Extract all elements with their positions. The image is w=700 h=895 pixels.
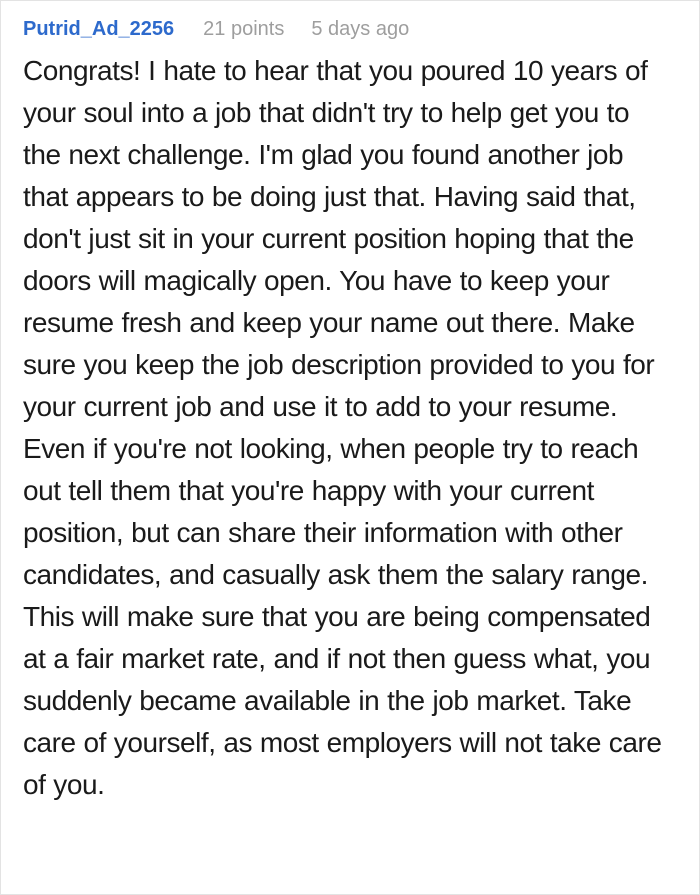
comment-author-link[interactable]: Putrid_Ad_2256: [23, 18, 175, 40]
comment-body-text: Congrats! I hate to hear that you poured 10 years of your soul into a job that didn't try to help get you to the next challenge. I'm glad you found another job that appears to be doing just that. Having said that, don't just sit in your current position hoping that the doors will magically open. You have to keep your resume fresh and keep your name out there. Make sure you keep the job description provided to you for your current job and use it to add to your resume. Even if you're not looking, when people try to reach out tell them that you're happy with your current position, but can share their information with other candidates, and casually ask them the salary range. This will make sure that you are being compensated at a fair market rate, and if not then guess what, you suddenly became available in the job market. Take care of yourself, as most employers will not take care of you.: [23, 55, 662, 800]
comment-timestamp: 5 days ago: [311, 18, 410, 40]
comment-points: 21 points: [203, 18, 285, 40]
comment-header: [23, 18, 677, 41]
